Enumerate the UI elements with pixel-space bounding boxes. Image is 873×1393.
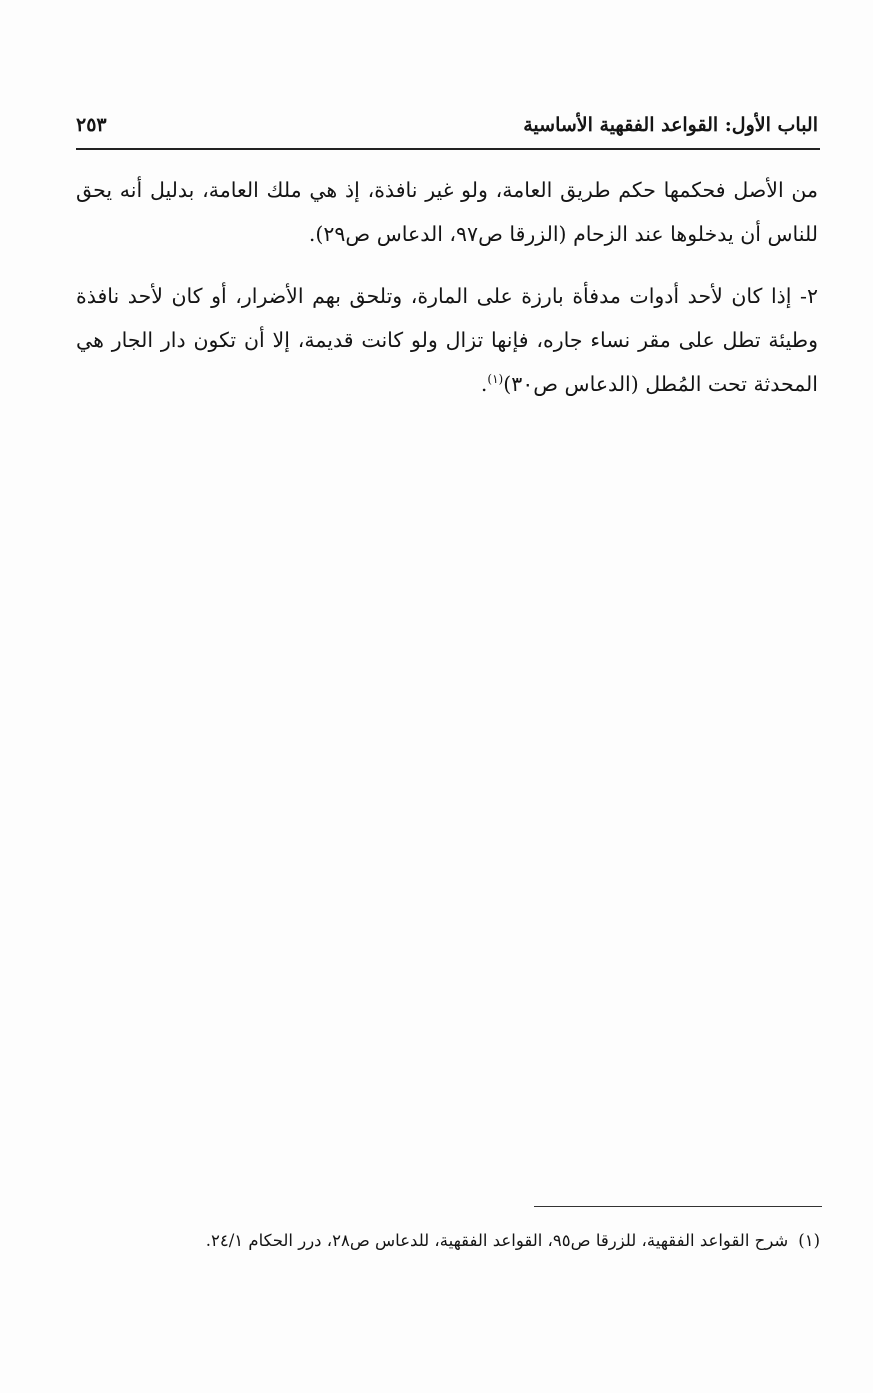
footnote	[76, 1226, 820, 1256]
page-number: ٢٥٣	[76, 114, 107, 136]
footnote-rule	[534, 1206, 822, 1207]
header-rule	[76, 148, 820, 150]
footnote-reference: (١)	[487, 372, 504, 387]
running-header	[76, 106, 818, 146]
paragraph-1: من الأصل فحكمها حكم طريق العامة، ولو غير نافذة، إذ هي ملك العامة، بدليل أنه يحق للناس أن يدخلوها عند الزحام (الزرقا ص٩٧، الدعاس ص٢٩).	[76, 178, 818, 246]
paragraph-2-text: ٢- إذا كان لأحد أدوات مدفأة بارزة على المارة، وتلحق بهم الأضرار، أو كان لأحد نافذة وطيئة تطل على مقر نساء جاره، فإنها تزال ولو كانت قديمة، إلا أن تكون دار الجار هي المحدثة تحت المُطل (الدعاس ص٣٠)	[76, 284, 818, 396]
paragraph-2	[76, 274, 818, 406]
chapter-title: الباب الأول: القواعد الفقهية الأساسية	[523, 114, 818, 136]
footnote-marker: (١)	[798, 1231, 820, 1250]
footnote-text: شرح القواعد الفقهية، للزرقا ص٩٥، القواعد الفقهية، للدعاس ص٢٨، درر الحكام ٢٤/١.	[205, 1231, 789, 1250]
main-text	[76, 168, 818, 406]
paragraph-2-end: .	[480, 372, 488, 396]
